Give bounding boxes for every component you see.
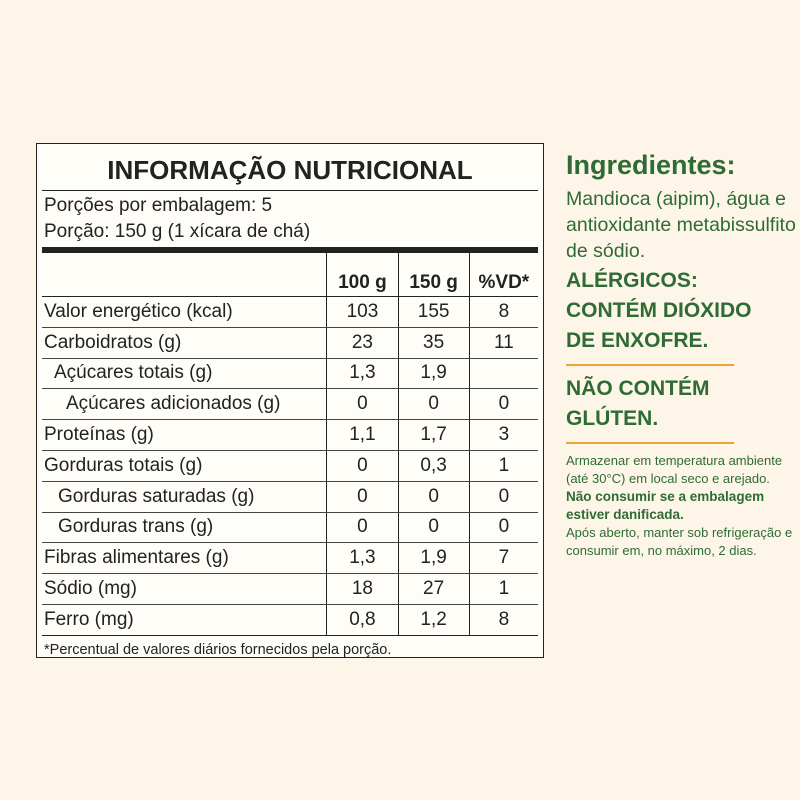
package-warning: Não consumir se a embalagem estiver danificada.: [566, 489, 765, 522]
value-150g: 0: [398, 481, 469, 512]
table-row: [42, 358, 538, 389]
value-150g: 0: [398, 389, 469, 420]
value-100g: 103: [327, 297, 398, 328]
value-vd: 3: [469, 420, 538, 451]
value-vd: 0: [469, 481, 538, 512]
allergen-line: ALÉRGICOS:: [566, 269, 698, 292]
nutrient-name: Gorduras totais (g): [42, 450, 327, 481]
value-150g: 1,9: [398, 358, 469, 389]
value-150g: 0: [398, 512, 469, 543]
side-info-column: [566, 150, 796, 560]
nutrient-name: Ferro (mg): [42, 604, 327, 635]
nutrient-name: Carboidratos (g): [42, 327, 327, 358]
nutrient-name: Gorduras saturadas (g): [42, 481, 327, 512]
table-row: [42, 327, 538, 358]
table-row: [42, 420, 538, 451]
table-row: [42, 389, 538, 420]
value-100g: 0: [327, 512, 398, 543]
value-vd: 0: [469, 389, 538, 420]
value-100g: 23: [327, 327, 398, 358]
value-100g: 1,3: [327, 543, 398, 574]
nutrition-facts-panel: [36, 143, 544, 658]
nutrient-name: Valor energético (kcal): [42, 297, 327, 328]
table-row: [42, 512, 538, 543]
value-100g: 0: [327, 481, 398, 512]
table-header-row: [42, 269, 538, 297]
footnote: *Percentual de valores diários fornecidos pela porção.: [44, 641, 392, 658]
table-row: [42, 543, 538, 574]
value-vd: 8: [469, 604, 538, 635]
nutrient-name: Açúcares totais (g): [42, 358, 327, 389]
value-vd: 1: [469, 574, 538, 605]
gluten-notice: [566, 374, 796, 434]
value-vd: 1: [469, 450, 538, 481]
value-vd: 8: [469, 297, 538, 328]
value-100g: 0: [327, 450, 398, 481]
storage-instructions: Armazenar em temperatura ambiente (até 30°C) em local seco e arejado.: [566, 453, 783, 486]
gluten-line: GLÚTEN.: [566, 407, 659, 430]
nutrition-title: INFORMAÇÃO NUTRICIONAL: [107, 155, 473, 185]
serving-size: Porção: 150 g (1 xícara de chá): [44, 221, 311, 242]
value-vd: 0: [469, 512, 538, 543]
divider: [566, 442, 734, 444]
value-150g: 1,2: [398, 604, 469, 635]
value-150g: 0,3: [398, 450, 469, 481]
value-150g: 1,9: [398, 543, 469, 574]
table-row: [42, 604, 538, 635]
value-150g: 27: [398, 574, 469, 605]
ingredients-title: Ingredientes:: [566, 150, 736, 180]
value-100g: 0,8: [327, 604, 398, 635]
allergen-line: CONTÉM DIÓXIDO: [566, 299, 752, 322]
column-header-vd: %VD*: [469, 269, 538, 297]
value-vd: 7: [469, 543, 538, 574]
value-100g: 1,3: [327, 358, 398, 389]
nutrient-name: Sódio (mg): [42, 574, 327, 605]
table-row: [42, 574, 538, 605]
after-open-instructions: Após aberto, manter sob refrigeração e consumir em, no máximo, 2 dias.: [566, 525, 793, 558]
value-100g: 0: [327, 389, 398, 420]
ingredients-text: Mandioca (aipim), água e antioxidante metabissulfito de sódio.: [566, 188, 796, 262]
table-row: [42, 297, 538, 328]
table-row: [42, 450, 538, 481]
value-vd: 11: [469, 327, 538, 358]
servings-per-package: Porções por embalagem: 5: [44, 195, 273, 216]
value-100g: 1,1: [327, 420, 398, 451]
nutrient-name: Açúcares adicionados (g): [42, 389, 327, 420]
value-100g: 18: [327, 574, 398, 605]
column-header-100g: 100 g: [327, 269, 398, 297]
serving-info: [37, 191, 543, 245]
value-150g: 1,7: [398, 420, 469, 451]
allergen-warning: [566, 266, 796, 356]
nutrient-name: Gorduras trans (g): [42, 512, 327, 543]
table-row: [42, 481, 538, 512]
nutrition-table: [42, 253, 538, 636]
column-header-150g: 150 g: [398, 269, 469, 297]
value-150g: 155: [398, 297, 469, 328]
value-150g: 35: [398, 327, 469, 358]
nutrient-name: Fibras alimentares (g): [42, 543, 327, 574]
allergen-line: DE ENXOFRE.: [566, 329, 709, 352]
divider: [566, 364, 734, 366]
value-vd: [469, 358, 538, 389]
nutrient-name: Proteínas (g): [42, 420, 327, 451]
gluten-line: NÃO CONTÉM: [566, 377, 710, 400]
